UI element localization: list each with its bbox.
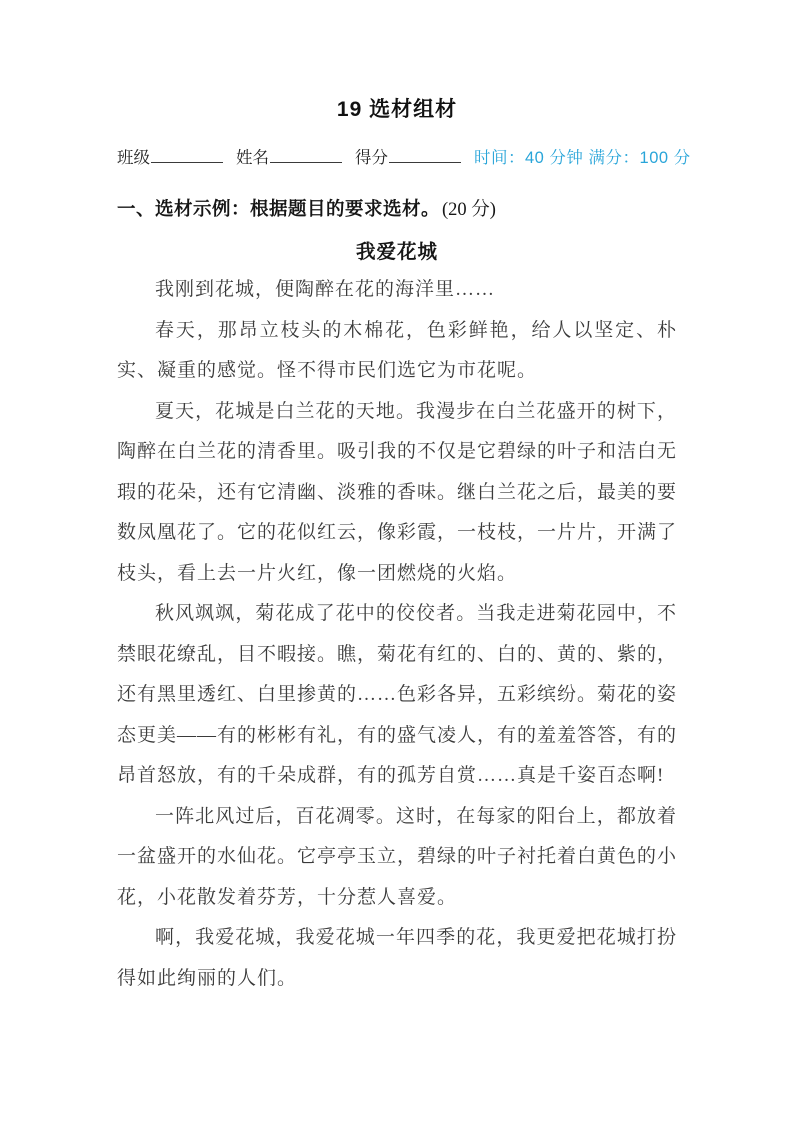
essay-paragraph: 夏天，花城是白兰花的天地。我漫步在白兰花盛开的树下，陶醉在白兰花的清香里。吸引我的不仅是它碧绿的叶子和洁白无瑕的花朵，还有它清幽、淡雅的香味。继白兰花之后，最美的要数凤凰花了。它的花似红云，像彩霞，一枝枝，一片片，开满了枝头，看上去一片火红，像一团燃烧的火焰。 [117,400,678,584]
class-blank-line [151,147,223,163]
student-info-row [117,146,691,170]
name-label: 姓名 [236,149,269,167]
time-score-info: 时间：40 分钟 满分：100 分 [474,149,691,167]
essay-paragraph: 啊，我爱花城，我爱花城一年四季的花，我更爱把花城打扮得如此绚丽的人们。 [117,927,677,989]
score-blank-line [389,147,461,163]
score-label: 得分 [355,149,388,167]
class-field [117,146,223,170]
essay-paragraph: 春天，那昂立枝头的木棉花，色彩鲜艳，给人以坚定、朴实、凝重的感觉。怪不得市民们选它为市花呢。 [117,319,677,381]
section-heading [117,196,677,223]
name-blank-line [270,147,342,163]
page-title: 19 选材组材 [336,98,458,121]
essay-paragraph: 一阵北风过后，百花凋零。这时，在每家的阳台上，都放着一盆盛开的水仙花。它亭亭玉立，碧绿的叶子衬托着白黄色的小花，小花散发着芬芳，十分惹人喜爱。 [117,805,678,908]
essay-paragraph: 秋风飒飒，菊花成了花中的佼佼者。当我走进菊花园中，不禁眼花缭乱，目不暇接。瞧，菊花有红的、白的、黄的、紫的，还有黑里透红、白里掺黄的……色彩各异，五彩缤纷。菊花的姿态更美——有的彬彬有礼，有的盛气凌人，有的羞羞答答，有的昂首怒放，有的千朵成群，有的孤芳自赏……真是千姿百态啊! [117,603,678,786]
class-label: 班级 [117,149,150,167]
score-field [355,146,461,170]
essay-paragraph: 我刚到花城，便陶醉在花的海洋里…… [155,279,496,300]
section-heading-text: 一、选材示例：根据题目的要求选材。 [117,198,441,219]
essay-body [117,270,677,999]
student-info-fields [117,146,474,170]
name-field [236,146,342,170]
essay [117,237,677,999]
essay-title: 我爱花城 [355,241,438,263]
section-points: (20 分) [442,200,496,220]
